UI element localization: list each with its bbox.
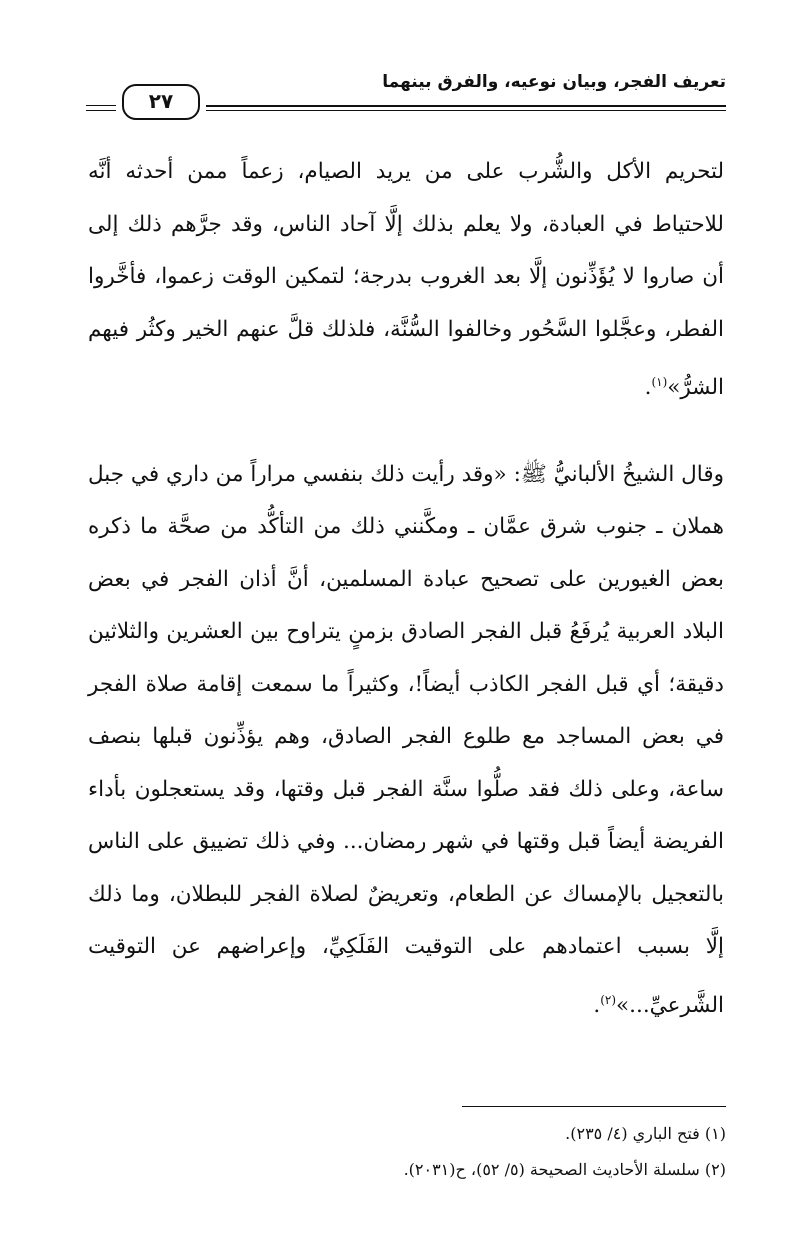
paragraph-1 [88,146,724,415]
footnote-separator [462,1106,726,1107]
paragraph-2-text: وقال الشيخُ الألبانيُّ ﷺ: «وقد رأيت ذلك بنفسي مراراً من داري في جبل هملان ـ جنوب شرق عمَّان ـ ومكَّنني ذلك من التأكُّد من صحَّة ما ذكره بعض الغيورين على تصحيح عبادة المسلمين، أنَّ أذان الفجر في بعض البلاد العربية يُرفَعُ قبل الفجر الصادق بزمنٍ يتراوح بين العشرين والثلاثين دقيقة؛ أي قبل الفجر الكاذب أيضاً!، وكثيراً ما سمعت إقامة صلاة الفجر في بعض المساجد مع طلوع الفجر الصادق، وهم يؤذِّنون قبلها بنصف ساعة، وعلى ذلك فقد صلُّوا سنَّة الفجر قبل وقتها، وقد يستعجلون بأداء الفريضة أيضاً قبل وقتها في شهر رمضان... وفي ذلك تضييق على الناس بالتعجيل بالإمساك عن الطعام، وتعريضٌ لصلاة الفجر للبطلان، وما ذلك إلَّا بسبب اعتمادهم على التوقيت الفَلَكِيِّ، وإعراضهم عن التوقيت الشَّرعيِّ...» [88,461,724,1018]
footnote-2: (٢) سلسلة الأحاديث الصحيحة (٥/ ٥٢)، ح(٢٠٣١). [403,1160,726,1179]
paragraph-1-text: لتحريم الأكل والشُّرب على من يريد الصيام، زعماً ممن أحدثه أنَّه للاحتياط في العبادة، ولا يعلم بذلك إلَّا آحاد الناس، وقد جرَّهم ذلك إلى أن صاروا لا يُؤَذِّنون إلَّا بعد الغروب بدرجة؛ لتمكين الوقت زعموا، فأخَّروا الفطر، وعجَّلوا السَّحُور وخالفوا السُّنَّة، فلذلك قلَّ عنهم الخير وكثُر فيهم الشرُّ» [88,159,724,401]
header-rule-left [86,105,116,111]
paragraph-1-end: . [644,375,652,401]
page-number: ٢٧ [122,84,200,120]
footnote-ref-2: (٢) [600,992,617,1007]
footnote-ref-1: (١) [651,375,668,389]
footnote-1: (١) فتح الباري (٤/ ٢٣٥). [565,1124,726,1143]
footnotes [300,1116,726,1188]
running-title: تعريف الفجر، وبيان نوعيه، والفرق بينهما [382,72,726,92]
main-text [88,146,724,1032]
paragraph-2 [88,449,724,1033]
paragraph-2-end: . [593,992,601,1018]
page-header [86,72,726,128]
header-rule-right [206,105,726,111]
